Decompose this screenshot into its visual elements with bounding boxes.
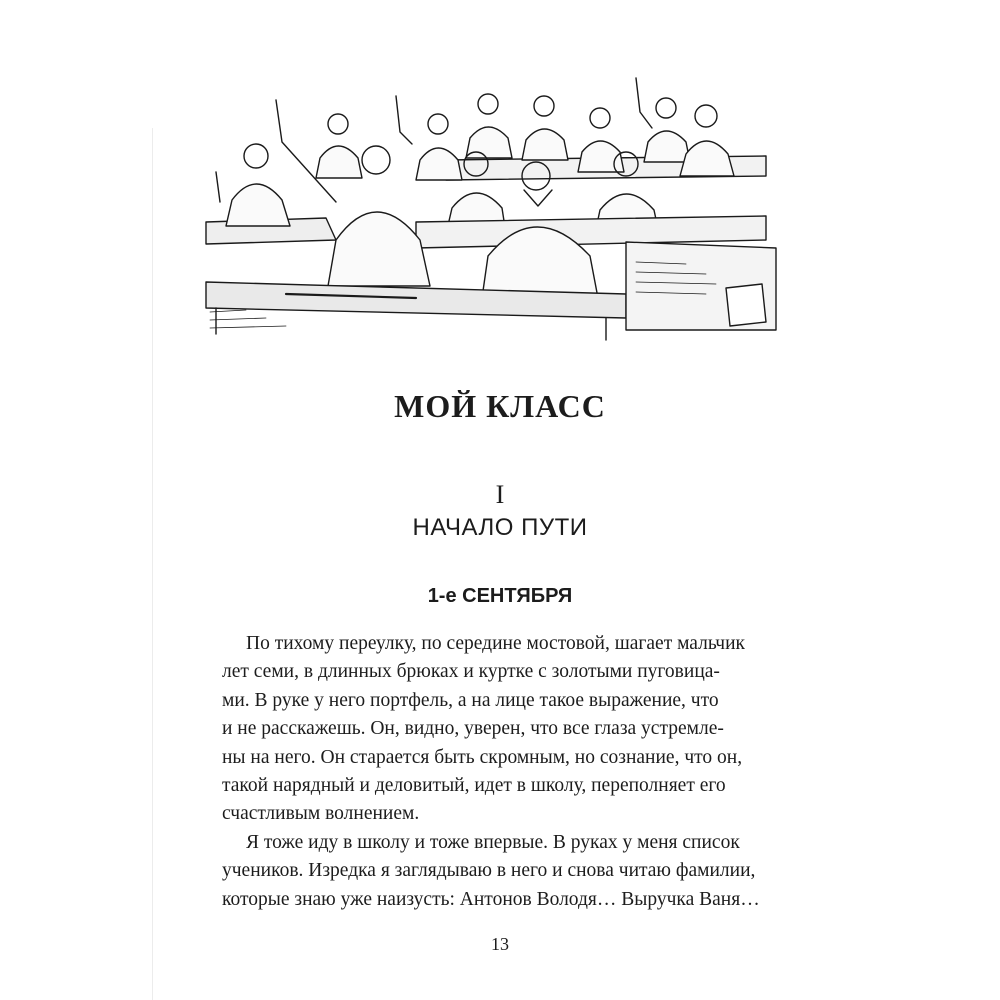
text-line: ны на него. Он старается быть скромным, но сознание, что он, — [222, 746, 743, 768]
part-number: I — [495, 480, 505, 509]
chapter-title: МОЙ КЛАСС — [394, 388, 606, 424]
text-line: учеников. Изредка я заглядываю в него и снова читаю фамилии, — [222, 860, 756, 882]
part-title: НАЧАЛО ПУТИ — [412, 514, 588, 541]
classroom-illustration — [186, 72, 786, 342]
text-line: лет семи, в длинных брюках и куртке с золотыми пуговица- — [222, 661, 720, 683]
body-text — [222, 630, 782, 914]
text-line: которые знаю уже наизусть: Антонов Володя… Выручка Ваня… — [222, 888, 760, 910]
page-number: 13 — [491, 934, 509, 954]
text-line: Я тоже иду в школу и тоже впервые. В руках у меня список — [246, 831, 740, 853]
text-line: счастливым волнением. — [222, 803, 420, 825]
text-line: ми. В руке у него портфель, а на лице такое выражение, что — [222, 689, 719, 711]
section-title: 1-е СЕНТЯБРЯ — [427, 585, 573, 607]
text-line: По тихому переулку, по середине мостовой, шагает мальчик — [246, 633, 745, 654]
text-line: и не расскажешь. Он, видно, уверен, что все глаза устремле- — [222, 718, 724, 740]
text-line: такой нарядный и деловитый, идет в школу, переполняет его — [222, 775, 726, 797]
page-edge — [152, 128, 153, 1000]
